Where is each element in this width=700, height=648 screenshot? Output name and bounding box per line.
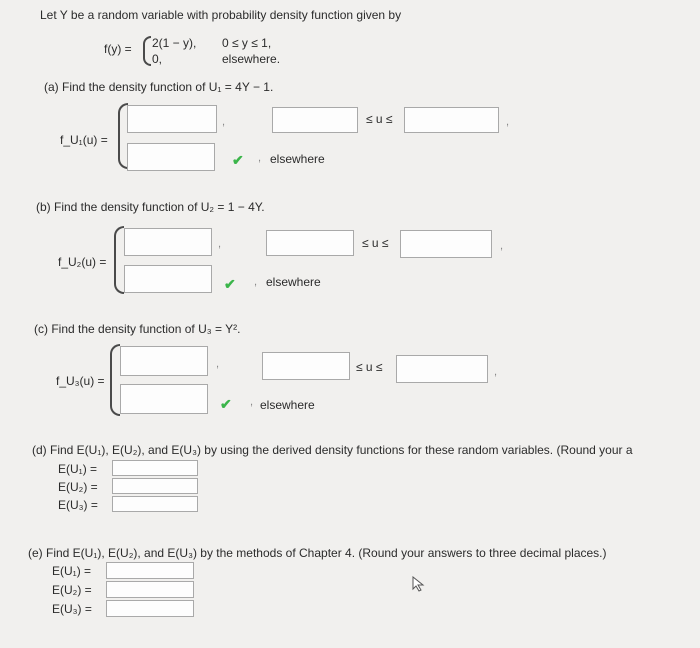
part-d-e2-label: E(U₂) =: [58, 480, 98, 494]
comma: ,: [254, 276, 258, 288]
part-a-elsewhere: elsewhere: [270, 152, 325, 166]
check-icon: ✔: [224, 276, 236, 292]
part-b-lower-bound-input[interactable]: [266, 230, 354, 256]
part-a-case1-expr-input[interactable]: [127, 105, 217, 133]
part-a-fn-label: f_U₁(u) =: [60, 133, 108, 147]
part-c-brace: [110, 344, 120, 416]
part-c-upper-bound-input[interactable]: [396, 355, 488, 383]
part-c-case2-expr-input[interactable]: [120, 384, 208, 414]
pdf-brace: [143, 36, 151, 66]
part-b-case2-expr-input[interactable]: [124, 265, 212, 293]
part-d-e3-input[interactable]: [112, 496, 198, 512]
part-e-e1-input[interactable]: [106, 562, 194, 579]
part-c-label: (c) Find the density function of U₃ = Y².: [34, 322, 241, 336]
pdf-case1-expr: 2(1 − y),: [152, 36, 197, 50]
part-b-case1-expr-input[interactable]: [124, 228, 212, 256]
part-b-brace: [114, 226, 124, 294]
part-e-e3-input[interactable]: [106, 600, 194, 617]
pdf-case2-cond: elsewhere.: [222, 52, 281, 66]
comma: ,: [218, 238, 222, 250]
part-a-label: (a) Find the density function of U₁ = 4Y − 1.: [44, 80, 274, 94]
comma: ,: [506, 116, 510, 128]
part-a-upper-bound-input[interactable]: [404, 107, 499, 133]
part-b-fn-label: f_U₂(u) =: [58, 255, 107, 269]
part-c-lower-bound-input[interactable]: [262, 352, 350, 380]
comma: ,: [222, 116, 226, 128]
part-a-lower-bound-input[interactable]: [272, 107, 358, 133]
comma: ,: [250, 396, 254, 408]
comma: ,: [500, 240, 504, 252]
check-icon: ✔: [220, 396, 232, 412]
part-e-e1-label: E(U₁) =: [52, 564, 92, 578]
part-a-case2-expr-input[interactable]: [127, 143, 215, 171]
part-d-e2-input[interactable]: [112, 478, 198, 494]
part-b-elsewhere: elsewhere: [266, 275, 321, 289]
part-d-e1-label: E(U₁) =: [58, 462, 98, 476]
part-e-label: (e) Find E(U₁), E(U₂), and E(U₃) by the methods of Chapter 4. (Round your answers to three decimal places.): [28, 546, 607, 560]
part-c-fn-label: f_U₃(u) =: [56, 374, 105, 388]
part-b-upper-bound-input[interactable]: [400, 230, 492, 258]
part-b-label: (b) Find the density function of U₂ = 1 − 4Y.: [36, 200, 265, 214]
part-d-e1-input[interactable]: [112, 460, 198, 476]
part-c-elsewhere: elsewhere: [260, 398, 315, 412]
part-e-e3-label: E(U₃) =: [52, 602, 92, 616]
part-c-case1-expr-input[interactable]: [120, 346, 208, 376]
check-icon: ✔: [232, 152, 244, 168]
problem-intro: Let Y be a random variable with probability density function given by: [40, 8, 402, 22]
part-e-e2-input[interactable]: [106, 581, 194, 598]
pdf-case2-expr: 0,: [152, 52, 163, 66]
part-b-ineq: ≤ u ≤: [362, 236, 389, 250]
part-d-e3-label: E(U₃) =: [58, 498, 98, 512]
part-a-ineq: ≤ u ≤: [366, 112, 393, 126]
pdf-case1-cond: 0 ≤ y ≤ 1,: [222, 36, 272, 50]
part-d-label: (d) Find E(U₁), E(U₂), and E(U₃) by using the derived density functions for these random variables. (Round your a: [32, 443, 633, 457]
comma: ,: [494, 366, 498, 378]
mouse-cursor-icon: [412, 576, 426, 592]
comma: ,: [258, 152, 262, 164]
comma: ,: [216, 358, 220, 370]
part-c-ineq: ≤ u ≤: [356, 360, 383, 374]
part-e-e2-label: E(U₂) =: [52, 583, 92, 597]
pdf-lhs: f(y) =: [104, 42, 132, 56]
